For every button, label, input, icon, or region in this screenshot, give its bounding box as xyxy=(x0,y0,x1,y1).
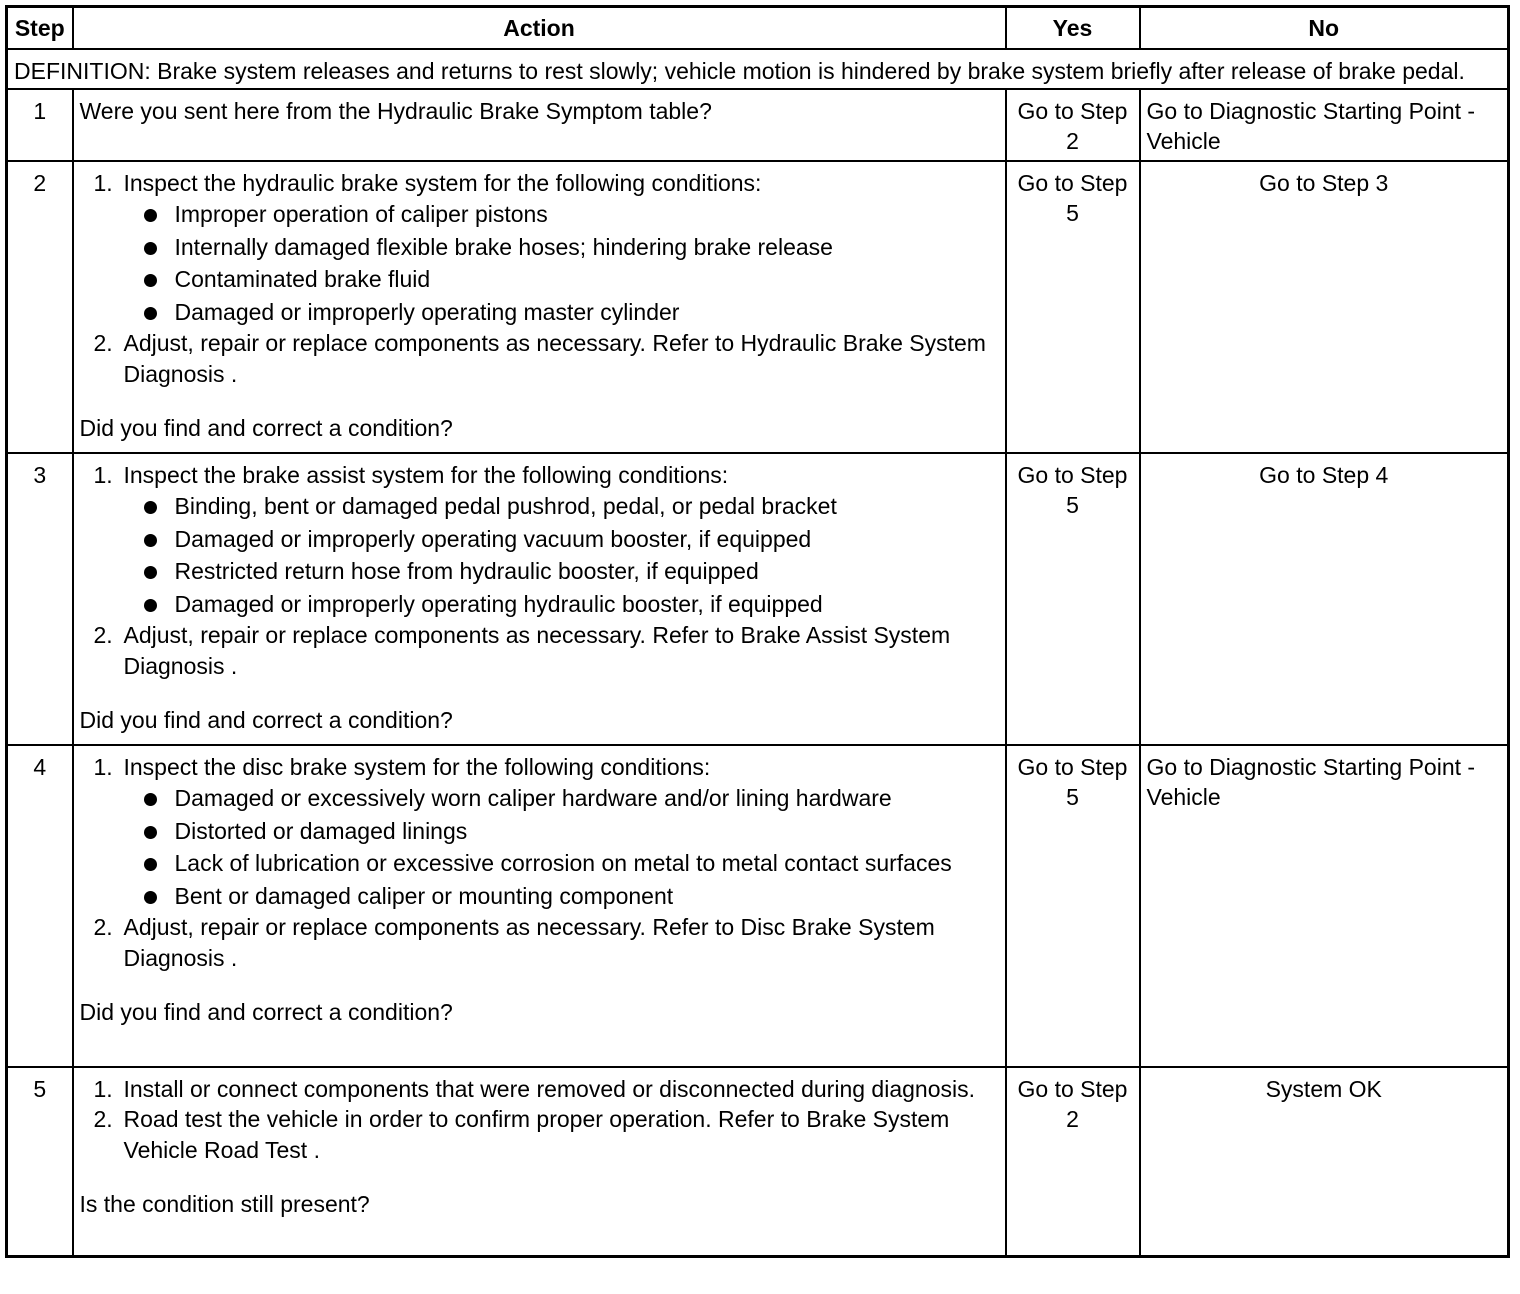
bullet-icon xyxy=(144,566,157,579)
item-text: Inspect the hydraulic brake system for the following conditions: xyxy=(123,169,762,196)
action-cell xyxy=(73,1067,1006,1257)
no-cell: Go to Diagnostic Starting Point - Vehicle xyxy=(1140,89,1509,161)
item-number: 2. xyxy=(93,914,113,940)
bullet-text: Bent or damaged caliper or mounting component xyxy=(174,882,674,909)
no-cell: Go to Step 3 xyxy=(1140,161,1509,453)
list-item xyxy=(124,880,999,913)
item-text: Inspect the brake assist system for the following conditions: xyxy=(123,461,729,488)
step-number: 2 xyxy=(7,161,73,453)
bullet-text: Damaged or improperly operating vacuum booster, if equipped xyxy=(174,525,812,552)
bullet-icon xyxy=(144,793,157,806)
item-text: Road test the vehicle in order to confirm proper operation. Refer to Brake System Vehicle Road Test . xyxy=(123,1106,950,1163)
list-item xyxy=(80,1074,999,1105)
step-number: 4 xyxy=(7,745,73,1067)
list-item xyxy=(80,1104,999,1165)
list-item xyxy=(80,912,999,973)
bullet-text: Damaged or improperly operating hydraulic booster, if equipped xyxy=(174,590,823,617)
header-yes: Yes xyxy=(1006,7,1140,50)
yes-cell: Go to Step 5 xyxy=(1006,161,1140,453)
table-row-step-3 xyxy=(7,453,1509,745)
bullet-icon xyxy=(144,599,157,612)
list-item xyxy=(124,782,999,815)
action-steps xyxy=(80,460,999,682)
list-item xyxy=(124,231,999,264)
item-number: 2. xyxy=(93,1106,113,1132)
list-item xyxy=(124,815,999,848)
question-text: Did you find and correct a condition? xyxy=(79,707,453,733)
item-text: Inspect the disc brake system for the following conditions: xyxy=(123,753,711,780)
action-steps xyxy=(80,1074,999,1166)
question-text: Is the condition still present? xyxy=(79,1191,370,1217)
no-cell: Go to Step 4 xyxy=(1140,453,1509,745)
list-item xyxy=(124,588,999,621)
list-item xyxy=(124,523,999,556)
bullet-text: Restricted return hose from hydraulic booster, if equipped xyxy=(174,558,759,584)
yes-cell: Go to Step 5 xyxy=(1006,453,1140,745)
yes-cell: Go to Step 2 xyxy=(1006,1067,1140,1257)
item-number: 1. xyxy=(93,169,113,196)
item-number: 1. xyxy=(93,753,113,780)
header-action: Action xyxy=(73,7,1006,50)
bullet-icon xyxy=(144,891,157,904)
action-steps xyxy=(80,752,999,974)
item-number: 1. xyxy=(93,1075,113,1102)
list-item xyxy=(124,847,999,880)
item-text: Adjust, repair or replace components as necessary. Refer to Hydraulic Brake System Diagnosis . xyxy=(123,330,986,387)
bullet-text: Damaged or excessively worn caliper hardware and/or lining hardware xyxy=(174,785,892,811)
item-number: 2. xyxy=(93,622,113,648)
bullet-icon xyxy=(144,534,157,547)
item-number: 1. xyxy=(93,461,113,488)
table-row-step-5 xyxy=(7,1067,1509,1257)
condition-list xyxy=(124,782,999,912)
bullet-icon xyxy=(144,307,157,320)
condition-list xyxy=(124,490,999,620)
step-number: 3 xyxy=(7,453,73,745)
yes-cell: Go to Step 5 xyxy=(1006,745,1140,1067)
list-item xyxy=(124,555,999,588)
condition-list xyxy=(124,198,999,328)
list-item xyxy=(124,263,999,296)
item-text: Adjust, repair or replace components as necessary. Refer to Brake Assist System Diagnosis . xyxy=(123,622,951,679)
step-number: 1 xyxy=(7,89,73,161)
question-text: Did you find and correct a condition? xyxy=(79,415,453,441)
item-number: 2. xyxy=(93,330,113,356)
bullet-text: Lack of lubrication or excessive corrosion on metal to metal contact surfaces xyxy=(174,850,952,876)
bullet-icon xyxy=(144,858,157,871)
header-row xyxy=(7,7,1509,50)
bullet-icon xyxy=(144,242,157,255)
item-text: Install or connect components that were removed or disconnected during diagnosis. xyxy=(123,1075,975,1102)
list-item xyxy=(80,620,999,681)
diagnostic-table xyxy=(5,5,1510,1258)
list-item xyxy=(80,752,999,913)
list-item xyxy=(80,328,999,389)
list-item xyxy=(124,198,999,231)
question-text: Did you find and correct a condition? xyxy=(79,999,453,1025)
table-row-step-2 xyxy=(7,161,1509,453)
action-cell xyxy=(73,161,1006,453)
header-no: No xyxy=(1140,7,1509,50)
definition-row xyxy=(7,49,1509,89)
bullet-icon xyxy=(144,501,157,514)
yes-cell: Go to Step 2 xyxy=(1006,89,1140,161)
page xyxy=(5,5,1510,1258)
header-step: Step xyxy=(7,7,73,50)
step-number: 5 xyxy=(7,1067,73,1257)
bullet-icon xyxy=(144,274,157,287)
no-cell: Go to Diagnostic Starting Point - Vehicle xyxy=(1140,745,1509,1067)
list-item xyxy=(80,168,999,329)
item-text: Adjust, repair or replace components as necessary. Refer to Disc Brake System Diagnosis . xyxy=(123,914,935,971)
bullet-text: Improper operation of caliper pistons xyxy=(174,201,548,227)
bullet-text: Binding, bent or damaged pedal pushrod, pedal, or pedal bracket xyxy=(174,493,837,519)
action-cell xyxy=(73,745,1006,1067)
no-cell: System OK xyxy=(1140,1067,1509,1257)
action-cell xyxy=(73,89,1006,161)
bullet-text: Internally damaged flexible brake hoses; hindering brake release xyxy=(174,233,833,260)
action-steps xyxy=(80,168,999,390)
bullet-text: Damaged or improperly operating master cylinder xyxy=(174,298,680,325)
bullet-text: Distorted or damaged linings xyxy=(174,817,468,844)
list-item xyxy=(80,460,999,621)
bullet-icon xyxy=(144,209,157,222)
question-text: Were you sent here from the Hydraulic Brake Symptom table? xyxy=(79,97,712,124)
action-cell xyxy=(73,453,1006,745)
bullet-text: Contaminated brake fluid xyxy=(174,266,431,292)
list-item xyxy=(124,296,999,329)
definition-text: DEFINITION: Brake system releases and returns to rest slowly; vehicle motion is hindered by brake system briefly after release of brake pedal. xyxy=(7,49,1509,89)
list-item xyxy=(124,490,999,523)
table-row-step-1 xyxy=(7,89,1509,161)
bullet-icon xyxy=(144,826,157,839)
table-row-step-4 xyxy=(7,745,1509,1067)
